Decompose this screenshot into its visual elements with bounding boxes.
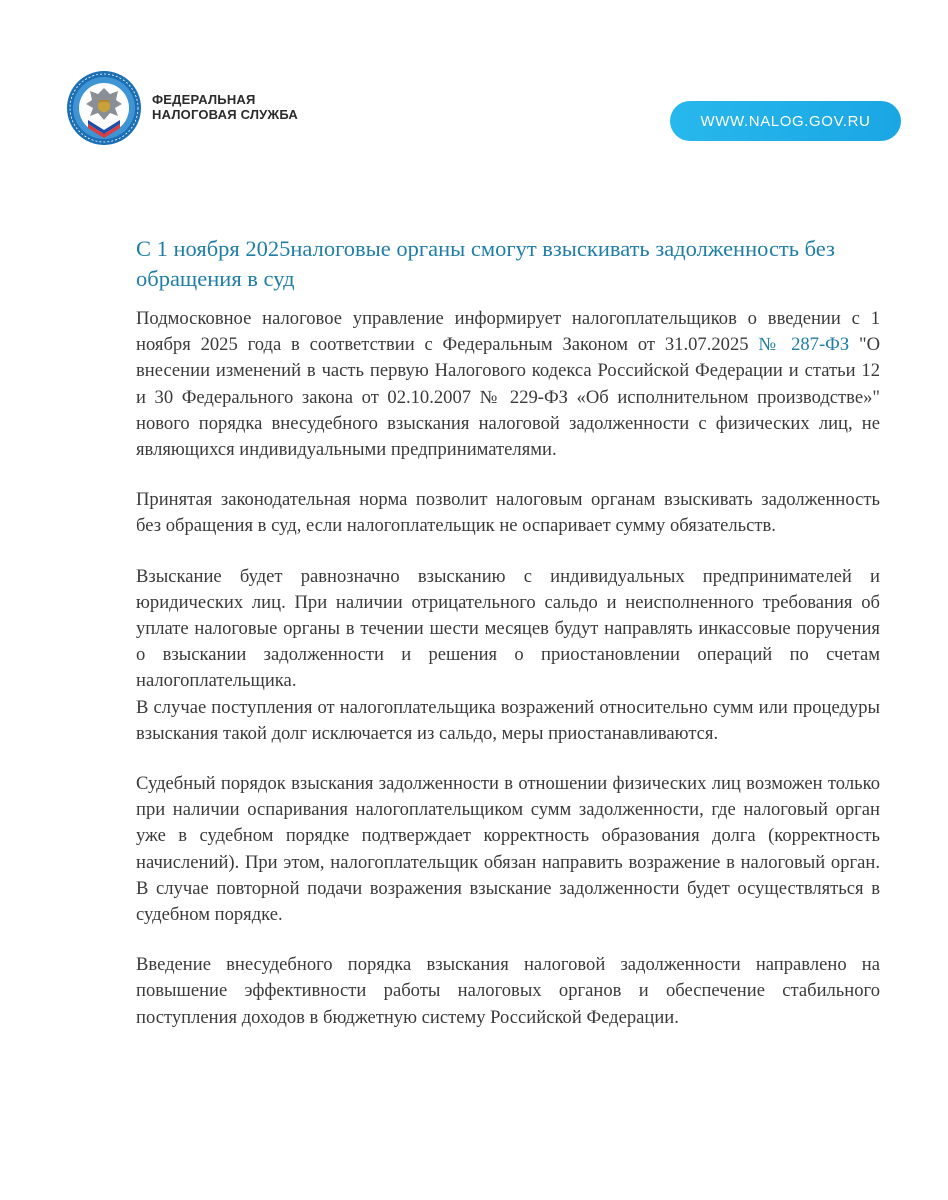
paragraph-4: В случае поступления от налогоплательщика возражений относительно сумм или процедуры взыскания такой долг исключается из сальдо, меры приостанавливаются. bbox=[136, 696, 880, 744]
page-header bbox=[0, 0, 948, 180]
article-title: С 1 ноября 2025налоговые органы смогут взыскивать задолженность без обращения в суд bbox=[136, 236, 835, 291]
paragraph-1-text: Подмосковное налоговое управление информирует налогоплательщиков о введении с 1 ноября 2025 года в соответствии с Федеральным Законом от 31.07.2025 bbox=[136, 308, 880, 356]
org-name bbox=[152, 92, 298, 122]
org-name-line2: НАЛОГОВАЯ СЛУЖБА bbox=[152, 107, 299, 122]
paragraph-6: Введение внесудебного порядка взыскания налоговой задолженности направлено на повышение эффективности работы налоговых органов и обеспечение стабильного поступления доходов в бюджетную систему Российской Федерации. bbox=[136, 954, 880, 1028]
paragraph-5: Судебный порядок взыскания задолженности в отношении физических лиц возможен только при наличии оспаривания налогоплательщиком сумм задолженности, где налоговый орган уже в судебном порядке подтверждает корректность образования долга (корректность начислений). При этом, налогоплательщик обязан направить возражение в налоговый орган. В случае повторной подачи возражения взыскание задолженности будет осуществляться в судебном порядке. bbox=[136, 773, 880, 926]
article-body bbox=[136, 306, 880, 1055]
paragraph-1 bbox=[136, 306, 880, 463]
org-name-line1: ФЕДЕРАЛЬНАЯ bbox=[152, 92, 256, 107]
paragraph-2: Принятая законодательная норма позволит налоговым органам взыскивать задолженность без обращения в суд, если налогоплательщик не оспаривает сумму обязательств. bbox=[136, 489, 880, 537]
website-link-button[interactable]: WWW.NALOG.GOV.RU bbox=[670, 101, 901, 141]
law-number-link[interactable]: № 287-ФЗ bbox=[758, 334, 850, 356]
paragraph-1-text-cont: "О внесении изменений в часть первую Налогового кодекса Российской Федерации и статьи 12 и 30 Федерального закона от 02.10.2007 № 229-ФЗ «Об исполнительном производстве»" нового порядка внесудебного взыскания налоговой задолженности с физических лиц, не являющихся индивидуальными предпринимателями. bbox=[136, 334, 881, 461]
paragraph-3: Взыскание будет равнозначно взысканию с индивидуальных предпринимателей и юридических лиц. При наличии отрицательного сальдо и неисполненного требования об уплате налоговые органы в течении шести месяцев будут направлять инкассовые поручения о взыскании задолженности и решения о приостановлении операций по счетам налогоплательщика. bbox=[136, 565, 880, 692]
fns-emblem-icon bbox=[66, 70, 142, 146]
